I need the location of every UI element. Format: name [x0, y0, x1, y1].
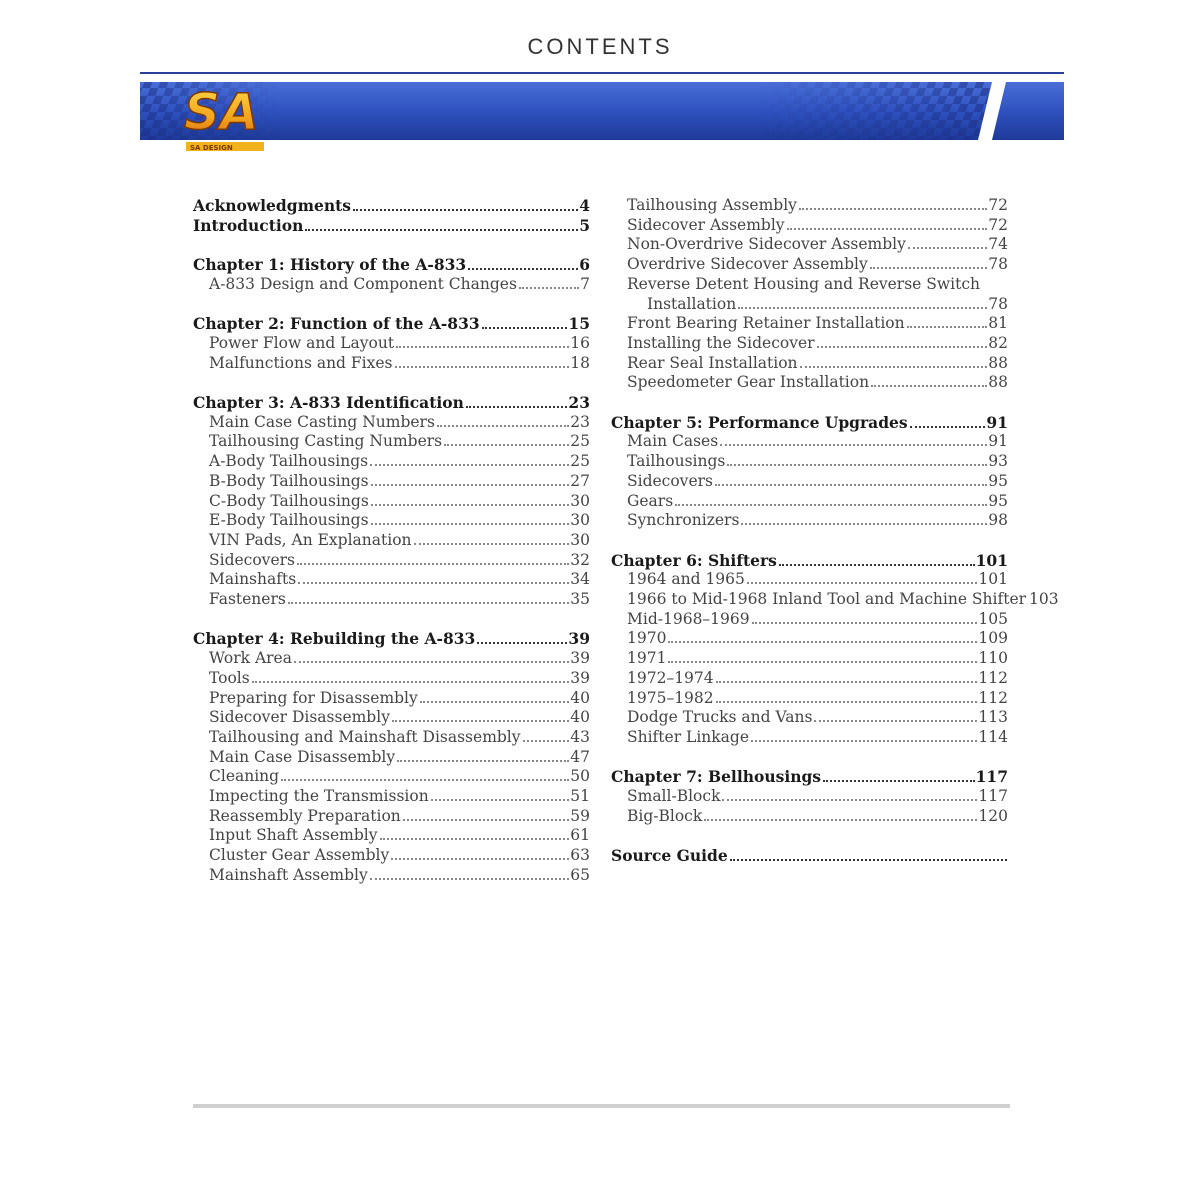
dot-leader [716, 691, 978, 703]
toc-entry-page: 30 [570, 530, 590, 549]
toc-entry-page: 34 [570, 570, 590, 589]
toc-entry-label: Rear Seal Installation [627, 353, 798, 372]
toc-entry-label: Mainshafts [209, 570, 297, 589]
dot-leader [720, 434, 987, 446]
toc-entry-page: 120 [978, 806, 1008, 825]
dot-leader [396, 336, 569, 348]
dot-leader [305, 219, 578, 231]
dot-leader [907, 316, 988, 328]
toc-entry[interactable] [611, 689, 1008, 709]
toc-entry-page: 40 [570, 688, 590, 707]
toc-entry-page: 72 [988, 196, 1008, 214]
toc-chapter-label: Acknowledgments [193, 196, 351, 215]
toc-entry[interactable] [611, 314, 1008, 334]
toc-entry-label: Sidecover Disassembly [209, 708, 390, 727]
dot-leader [380, 828, 570, 840]
toc-entry-page: 93 [988, 452, 1008, 471]
dot-leader [466, 396, 568, 408]
toc-entry-label: E-Body Tailhousings [209, 511, 369, 530]
toc-entry[interactable] [193, 334, 590, 354]
toc-chapter[interactable] [611, 413, 1008, 433]
toc-entry-label: Tailhousings [627, 452, 726, 471]
toc-entry[interactable] [193, 472, 590, 492]
toc-entry-page: 98 [988, 511, 1008, 530]
dot-leader [814, 710, 977, 722]
toc-chapter-page: 117 [975, 767, 1008, 787]
toc-entry[interactable] [611, 511, 1008, 531]
toc-entry-label: Dodge Trucks and Vans [627, 708, 813, 727]
dot-leader [787, 218, 988, 230]
toc-entry-label: Shifter Linkage [627, 727, 749, 746]
toc-entry-label: Front Bearing Retainer Installation [627, 314, 905, 333]
toc-entry-page: 35 [570, 590, 590, 609]
toc-entry-label: Cluster Gear Assembly [209, 846, 390, 865]
dot-leader [910, 416, 986, 428]
dot-leader [371, 494, 569, 506]
toc-chapter-page: 15 [568, 314, 590, 334]
toc-entry[interactable] [611, 432, 1008, 452]
toc-entry[interactable] [611, 255, 1008, 275]
toc-entry-label: Mid-1968–1969 [627, 609, 750, 628]
toc-entry[interactable] [193, 275, 590, 295]
toc-entry-page: 23 [570, 412, 590, 431]
toc-entry[interactable] [193, 767, 590, 787]
toc-entry-label: Power Flow and Layout [209, 333, 395, 352]
dot-leader [391, 848, 569, 860]
toc-chapter[interactable] [193, 216, 590, 236]
toc-entry-label: Input Shaft Assembly [209, 826, 378, 845]
toc-entry[interactable] [611, 216, 1008, 236]
toc-entry-page: 27 [570, 471, 590, 490]
dot-leader [871, 375, 987, 387]
toc-entry-label: C-Body Tailhousings [209, 491, 369, 510]
toc-entry-label: Synchronizers [627, 511, 740, 530]
toc-entry[interactable] [193, 669, 590, 689]
toc-entry-page: 40 [570, 708, 590, 727]
dot-leader [908, 237, 987, 249]
toc-spacer [611, 393, 1008, 413]
toc-entry[interactable] [193, 354, 590, 374]
toc-chapter[interactable] [193, 629, 590, 649]
dot-leader [370, 868, 570, 880]
toc-entry-page: 30 [570, 511, 590, 530]
toc-entry[interactable] [611, 570, 1008, 590]
toc-entry-label: Impecting the Transmission [209, 787, 429, 806]
toc-entry[interactable] [193, 807, 590, 827]
dot-leader [371, 513, 570, 525]
toc-entry-page: 78 [988, 294, 1008, 313]
toc-entry-page: 101 [978, 570, 1008, 589]
toc-entry[interactable] [193, 432, 590, 452]
toc-entry-label: Reverse Detent Housing and Reverse Switch [627, 274, 980, 293]
toc-entry[interactable] [193, 689, 590, 709]
toc-chapter-page: 5 [579, 215, 590, 235]
dot-leader [675, 494, 987, 506]
toc-entry[interactable] [193, 531, 590, 551]
toc-entry[interactable] [611, 452, 1008, 472]
toc-entry-page: 91 [988, 432, 1008, 451]
toc-entry-label: Small-Block [627, 787, 721, 806]
toc-chapter-page: 101 [975, 550, 1008, 570]
dot-leader [716, 671, 978, 683]
dot-leader [414, 533, 570, 545]
toc-entry-label: Work Area [209, 649, 292, 668]
dot-leader [353, 199, 578, 211]
toc-entry-label: Fasteners [209, 590, 286, 609]
toc-chapter-label: Chapter 7: Bellhousings [611, 767, 822, 787]
toc-entry-page: 109 [978, 629, 1008, 648]
toc-entry[interactable] [611, 649, 1008, 669]
toc-entry-page: 51 [570, 787, 590, 806]
dot-leader [741, 513, 987, 525]
toc-entry[interactable] [193, 452, 590, 472]
toc-entry-page: 78 [988, 255, 1008, 274]
toc-entry[interactable] [193, 492, 590, 512]
toc-entry-page: 95 [988, 491, 1008, 510]
toc-entry-label: Big-Block [627, 806, 703, 825]
toc-entry-label: Overdrive Sidecover Assembly [627, 255, 868, 274]
toc-entry[interactable] [193, 570, 590, 590]
dot-leader [752, 612, 978, 624]
toc-entry-label: Tailhousing Casting Numbers [209, 432, 443, 451]
toc-entry-page: 47 [570, 747, 590, 766]
toc-entry-page: 25 [570, 452, 590, 471]
toc-entry-page: 43 [570, 727, 590, 746]
toc-column-left [193, 196, 590, 886]
dot-leader [715, 474, 987, 486]
toc-entry[interactable] [611, 235, 1008, 255]
toc-entry-label: Malfunctions and Fixes [209, 353, 393, 372]
toc-entry-page: 50 [570, 767, 590, 786]
toc-entry-label: 1975–1982 [627, 688, 714, 707]
toc-chapter-label: Chapter 5: Performance Upgrades [611, 412, 908, 432]
toc-entry[interactable] [611, 708, 1008, 728]
dot-leader [437, 415, 569, 427]
toc-chapter-label: Chapter 1: History of the A-833 [193, 255, 467, 275]
dot-leader [370, 454, 569, 466]
dot-leader [420, 691, 569, 703]
toc-spacer [193, 373, 590, 393]
dot-leader [817, 336, 988, 348]
dot-leader [668, 651, 977, 663]
dot-leader [704, 809, 977, 821]
dot-leader [730, 849, 1007, 861]
toc-entry-page: 110 [978, 649, 1008, 668]
toc-chapter-label: Chapter 2: Function of the A-833 [193, 314, 480, 334]
toc-chapter-page: 4 [579, 196, 590, 215]
toc-spacer [611, 826, 1008, 846]
toc-entry-page: 74 [988, 235, 1008, 254]
dot-leader [722, 789, 977, 801]
toc-entry-label: 1972–1974 [627, 668, 714, 687]
toc-spacer [193, 295, 590, 315]
toc-entry-label: Tailhousing and Mainshaft Disassembly [209, 727, 521, 746]
banner-graphic [140, 72, 1064, 158]
dot-leader [727, 454, 987, 466]
dot-leader [870, 257, 988, 269]
toc-spacer [611, 531, 1008, 551]
toc-entry-page: 63 [570, 846, 590, 865]
page-title: CONTENTS [527, 34, 673, 59]
dot-leader [397, 750, 569, 762]
logo-tagline: SA DESIGN [190, 144, 233, 152]
toc-entry[interactable] [193, 649, 590, 669]
toc-entry-label: 1966 to Mid-1968 Inland Tool and Machine Shifter [627, 590, 1027, 609]
toc-entry[interactable] [611, 373, 1008, 393]
toc-entry[interactable] [611, 275, 1008, 314]
toc-entry-page: 88 [988, 373, 1008, 392]
toc-column-right [611, 196, 1059, 866]
toc-chapter-label: Chapter 4: Rebuilding the A-833 [193, 629, 476, 649]
toc-entry-label: Sidecovers [627, 471, 713, 490]
header-banner [140, 72, 1064, 158]
dot-leader [431, 789, 570, 801]
dot-leader [799, 198, 987, 210]
toc-entry-page: 7 [580, 274, 590, 293]
toc-entry-page: 32 [570, 550, 590, 569]
toc-entry-label: Sidecovers [209, 550, 295, 569]
dot-leader [395, 356, 570, 368]
dot-leader [523, 730, 570, 742]
dot-leader [252, 671, 570, 683]
toc-entry-label: B-Body Tailhousings [209, 471, 369, 490]
toc-spacer [611, 748, 1008, 768]
dot-leader [823, 770, 975, 782]
toc-entry[interactable] [193, 551, 590, 571]
dot-leader [477, 632, 567, 644]
toc-entry[interactable] [193, 511, 590, 531]
toc-spacer [193, 235, 590, 255]
toc-entry[interactable] [611, 334, 1008, 354]
toc-entry-label: Gears [627, 491, 674, 510]
toc-entry-label: 1970 [627, 629, 667, 648]
toc-entry[interactable] [193, 590, 590, 610]
toc-entry[interactable] [611, 629, 1008, 649]
dot-leader [281, 769, 569, 781]
toc-entry-page: 95 [988, 471, 1008, 490]
toc-entry-page: 25 [570, 432, 590, 451]
dot-leader [392, 710, 569, 722]
dot-leader [751, 730, 977, 742]
dot-leader [403, 809, 570, 821]
toc-entry-label: Mainshaft Assembly [209, 865, 368, 884]
logo-text: SA [184, 83, 259, 141]
toc-entry-label: Non-Overdrive Sidecover Assembly [627, 235, 906, 254]
toc-entry-page: 30 [570, 491, 590, 510]
toc-entry[interactable] [193, 728, 590, 748]
toc-chapter[interactable] [611, 767, 1008, 787]
toc-entry-label: Main Case Casting Numbers [209, 412, 435, 431]
toc-entry-page: 16 [570, 333, 590, 352]
dot-leader [371, 474, 570, 486]
toc-entry-label: Main Case Disassembly [209, 747, 396, 766]
toc-entry[interactable] [611, 590, 1059, 610]
toc-chapter[interactable] [193, 393, 590, 413]
toc-entry[interactable] [611, 472, 1008, 492]
dot-leader [444, 434, 569, 446]
toc-entry[interactable] [611, 728, 1008, 748]
dot-leader [298, 572, 569, 584]
toc-entry-page: 72 [988, 215, 1008, 234]
toc-entry-label: Reassembly Preparation [209, 806, 401, 825]
toc-chapter-page: 23 [568, 392, 590, 412]
toc-chapter[interactable] [611, 846, 1008, 866]
toc-entry-page: 114 [978, 727, 1008, 746]
toc-entry[interactable] [611, 354, 1008, 374]
toc-entry-page: 105 [978, 609, 1008, 628]
toc-entry-page: 88 [988, 353, 1008, 372]
toc-entry-page: 61 [570, 826, 590, 845]
toc-chapter-page: 91 [986, 412, 1008, 432]
toc-spacer [193, 610, 590, 630]
dot-leader [668, 631, 977, 643]
toc-entry[interactable] [193, 787, 590, 807]
toc-entry-label: Preparing for Disassembly [209, 688, 418, 707]
toc-entry-label: Tools [209, 668, 250, 687]
toc-chapter[interactable] [193, 196, 590, 216]
toc-entry-label: A-Body Tailhousings [209, 452, 369, 471]
toc-entry[interactable] [611, 807, 1008, 827]
toc-chapter-label: Source Guide [611, 846, 728, 866]
toc-entry-label: A-833 Design and Component Changes [209, 274, 517, 293]
toc-entry[interactable] [193, 748, 590, 768]
toc-entry-label: 1971 [627, 649, 667, 668]
dot-leader [738, 297, 987, 309]
dot-leader [288, 592, 569, 604]
toc-entry-label: Main Cases [627, 432, 719, 451]
dot-leader [779, 554, 975, 566]
toc-entry[interactable] [611, 492, 1008, 512]
toc-entry-page: 18 [570, 353, 590, 372]
dot-leader [482, 317, 568, 329]
toc-chapter-label: Introduction [193, 215, 304, 235]
toc-entry[interactable] [611, 669, 1008, 689]
toc-entry-label: VIN Pads, An Explanation [209, 530, 412, 549]
toc-entry[interactable] [193, 866, 590, 886]
toc-entry-page: 117 [978, 787, 1008, 806]
toc-entry[interactable] [611, 196, 1008, 216]
toc-entry[interactable] [611, 787, 1008, 807]
toc-entry-page: 112 [978, 688, 1008, 707]
toc-entry-label-continued: Installation [647, 294, 737, 313]
toc-entry-label: Installing the Sidecover [627, 333, 815, 352]
toc-chapter[interactable] [193, 314, 590, 334]
toc-entry-label: Cleaning [209, 767, 280, 786]
toc-entry[interactable] [611, 610, 1008, 630]
dot-leader [800, 356, 988, 368]
toc-entry-page: 112 [978, 668, 1008, 687]
toc-entry-page: 82 [988, 333, 1008, 352]
toc-entry[interactable] [193, 846, 590, 866]
toc-entry-page: 65 [570, 865, 590, 884]
toc-entry[interactable] [193, 413, 590, 433]
toc-entry-page: 59 [570, 806, 590, 825]
toc-entry-page: 113 [978, 708, 1008, 727]
dot-leader [747, 572, 978, 584]
toc-chapter-label: Chapter 6: Shifters [611, 550, 777, 570]
toc-chapter[interactable] [193, 255, 590, 275]
sa-logo [184, 83, 264, 152]
toc-chapter[interactable] [611, 551, 1008, 571]
toc-entry-label: 1964 and 1965 [627, 570, 745, 589]
dot-leader [519, 277, 579, 289]
dot-leader [468, 258, 578, 270]
toc-entry-page: 39 [570, 649, 590, 668]
toc-chapter-page: 39 [568, 629, 590, 649]
toc-entry-page: 103 [1029, 590, 1059, 609]
toc-entry-label: Speedometer Gear Installation [627, 373, 870, 392]
dot-leader [294, 651, 569, 663]
toc-entry-page: 81 [988, 314, 1008, 333]
toc-chapter-page: 6 [579, 255, 590, 275]
footer-rule [193, 1104, 1010, 1108]
dot-leader [297, 553, 569, 565]
toc-chapter-label: Chapter 3: A-833 Identification [193, 392, 464, 412]
toc-entry-label: Tailhousing Assembly [627, 196, 797, 214]
toc-entry-label: Sidecover Assembly [627, 215, 785, 234]
toc-entry[interactable] [193, 826, 590, 846]
toc-entry-page: 39 [570, 668, 590, 687]
toc-entry[interactable] [193, 708, 590, 728]
